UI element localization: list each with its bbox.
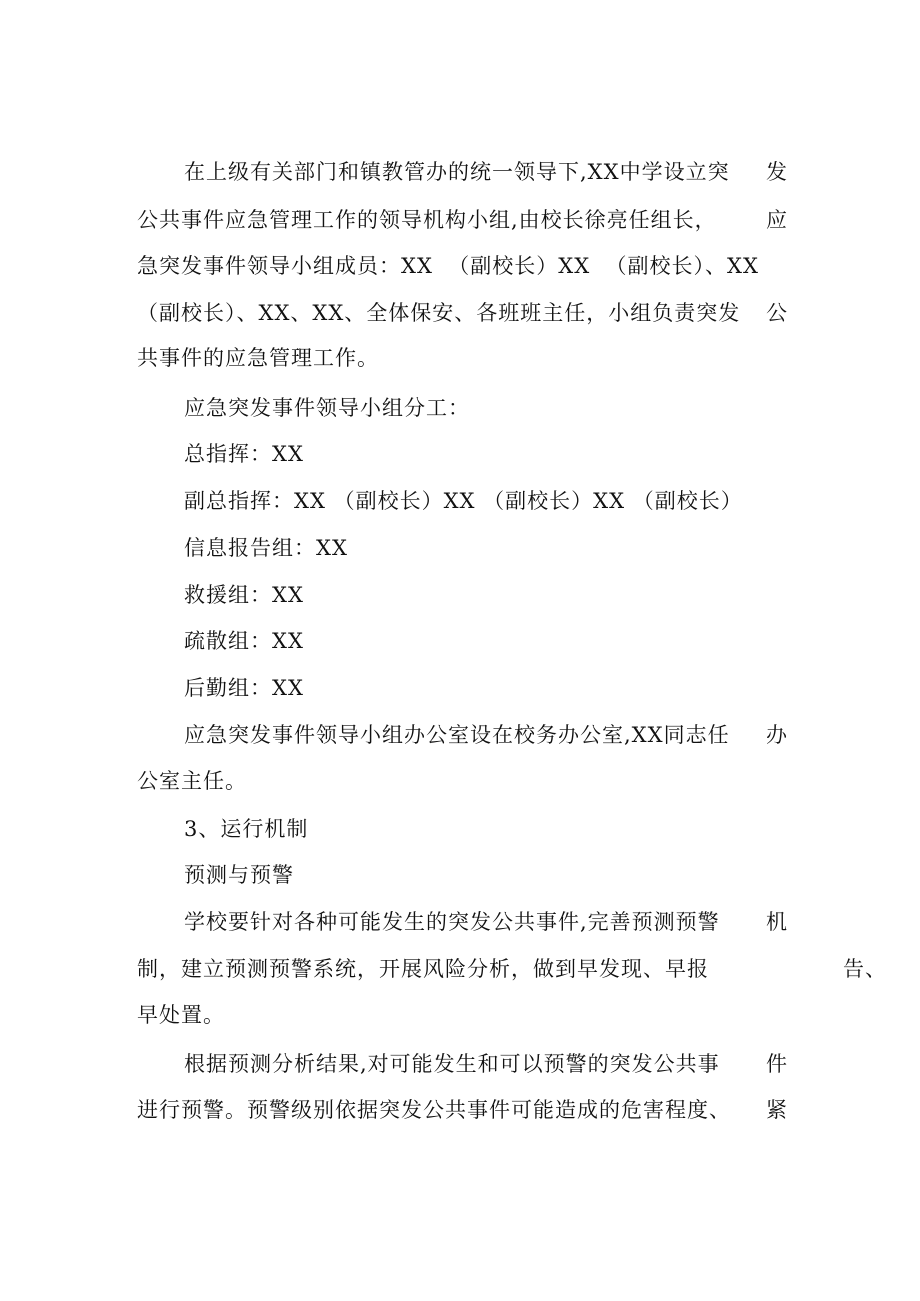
line-text: 应急突发事件领导小组分工： bbox=[184, 396, 470, 420]
line-text: 制，建立预测预警系统，开展风险分析，做到早发现、早报 bbox=[137, 957, 709, 981]
line-text: 共事件的应急管理工作。 bbox=[137, 346, 379, 370]
line-text: 3、运行机制 bbox=[184, 817, 309, 841]
line-text: 进行预警。预警级别依据突发公共事件可能造成的危害程度、 bbox=[137, 1098, 731, 1122]
line-text: 总指挥：XX bbox=[184, 442, 304, 466]
line-tail-text: 件 bbox=[766, 1052, 788, 1076]
line-tail-text: 紧 bbox=[766, 1098, 788, 1122]
line-text: 应急突发事件领导小组办公室设在校务办公室,XX同志任 bbox=[184, 723, 730, 747]
line-text: 信息报告组：XX bbox=[184, 536, 348, 560]
line-text: 学校要针对各种可能发生的突发公共事件,完善预测预警 bbox=[184, 910, 720, 934]
line-text: 副总指挥：XX （副校长）XX （副校长）XX （副校长） bbox=[184, 489, 743, 513]
line-text: 早处置。 bbox=[137, 1003, 225, 1027]
line-tail-text: 应 bbox=[766, 208, 788, 232]
line-tail-text: 发 bbox=[766, 160, 788, 184]
line-text: 公共事件应急管理工作的领导机构小组,由校长徐亮任组长， bbox=[137, 208, 717, 232]
line-text: （副校长）、XX、XX、全体保安、各班班主任，小组负责突发 bbox=[137, 301, 741, 325]
line-tail-text: 机 bbox=[766, 910, 788, 934]
line-text: 救援组：XX bbox=[184, 583, 304, 607]
line-text: 预测与预警 bbox=[184, 863, 294, 887]
line-text: 疏散组：XX bbox=[184, 629, 304, 653]
line-text: 公室主任。 bbox=[137, 769, 247, 793]
line-tail-text: 办 bbox=[766, 723, 788, 747]
line-tail-text: 告、 bbox=[843, 957, 887, 981]
line-tail-text: 公 bbox=[766, 301, 788, 325]
line-text: 根据预测分析结果,对可能发生和可以预警的突发公共事 bbox=[184, 1052, 720, 1076]
line-text: 后勤组：XX bbox=[184, 676, 304, 700]
line-text: 在上级有关部门和镇教管办的统一领导下,XX中学设立突 bbox=[184, 160, 730, 184]
line-text: 急突发事件领导小组成员：XX （副校长）XX （副校长）、XX bbox=[137, 254, 759, 278]
